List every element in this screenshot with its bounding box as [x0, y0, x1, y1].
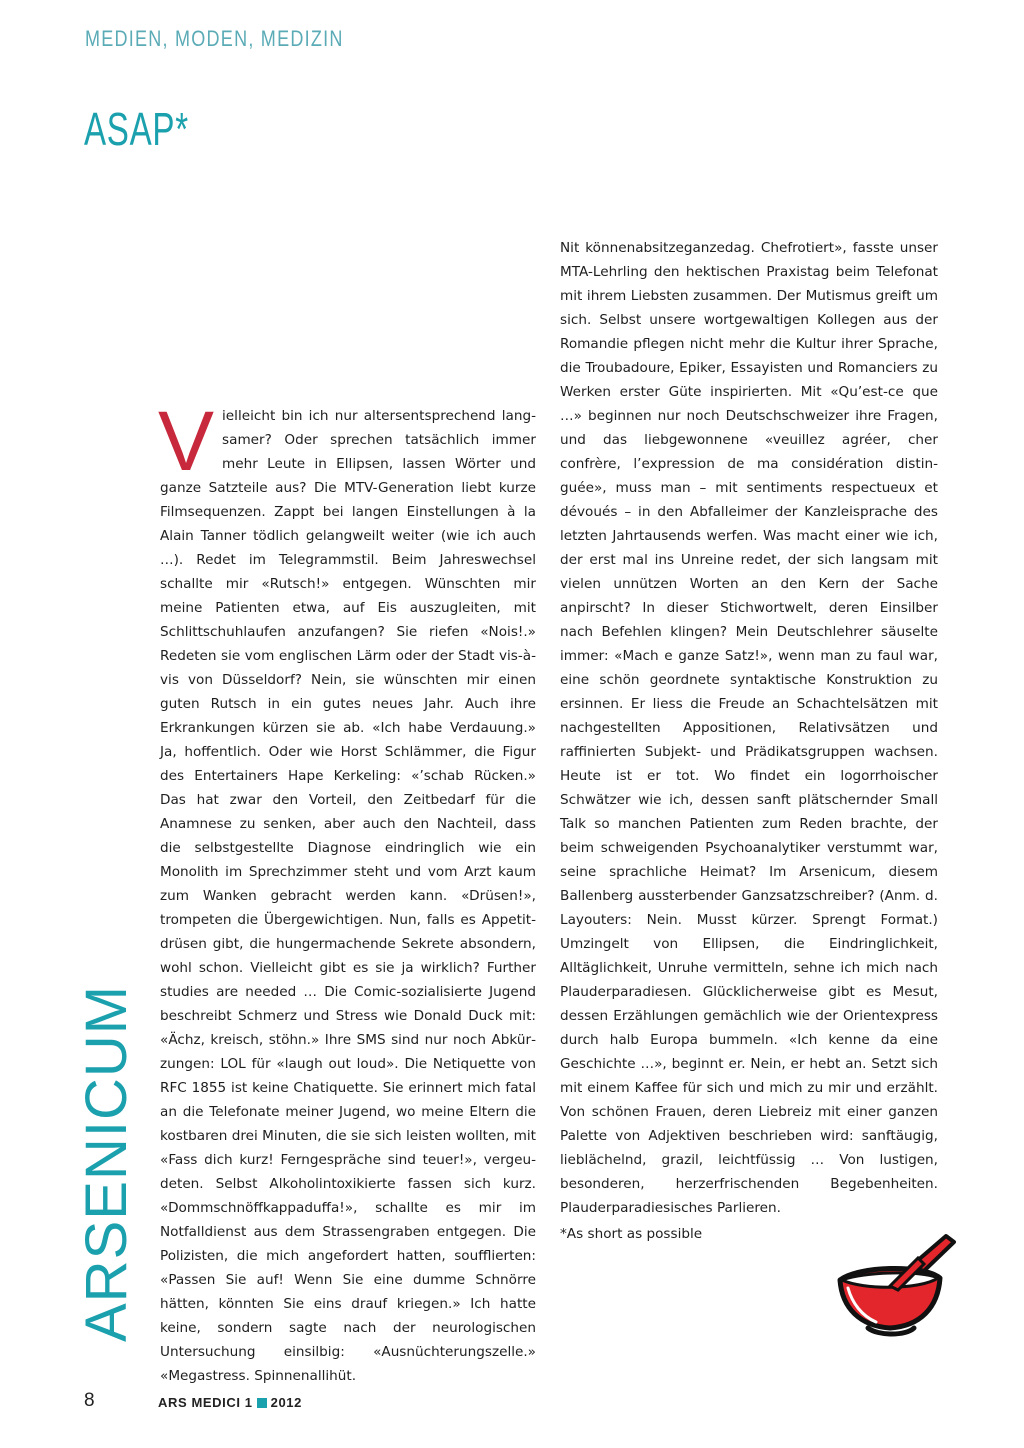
article-text-right: Nit könnenabsitzeganzedag. Chefrotiert», fasste unser MTA-Lehrling den hektischen Praxistag beim Telefonat mit ihrem Liebsten zusammen. Der Mutismus greift um sich. Selbst unsere wortgewaltigen Kollegen aus der Romandie pflegen nicht mehr die Kultur ihrer Sprache, die Troubadoure, Epiker, Essayisten und Romanciers zu Werken erster Güte inspirierten. Mit «Qu’est-ce que …» beginnen nur noch Deutschschweizer ihre Fragen, und das liebgewonnene «veuillez agréer, cher confrère, l’expression de ma considération distinguée», muss man – mit sentiments respectueux et dévoués – in den Abfalleimer der Kanzleisprache des letzten Jahrtausends werfen. Was macht einer wie ich, der erst mal ins Unreine redet, der sich langsam mit vielen unnützen Worten an den Kern der Sache anpirscht? In dieser Stichwortwelt, deren Einsilber nach Befehlen klingen? Mein Deutschlehrer säuselte immer: «Mach e ganze Satz!», wenn man zu faul war, eine schön geordnete syntaktische Konstruktion zu ersinnen. Er liess die Freude an Schachtelsätzen mit nachgestellten Appositionen, Relativsätzen und raffinierten Subjekt- und Prädikatsgruppen wachsen. Heute ist er tot. Wo findet ein logorrhoischer Schwätzer wie ich, dessen sanft plätschernder Small Talk so manchen Patienten zum Reden brachte, der beim schweigenden Psychoanalytiker verstummt war, seine sprachliche Heimat? Im Arsenicum, diesem Ballenberg aussterbender Ganzsatzschreiber? (Anm. d. Layouters: Nein. Musst kürzer. Sprengt Format.) Umzingelt von Ellipsen, die Eindringlichkeit, Alltäglichkeit, Unruhe vermitteln, sehne ich mich nach Plauderparadiesen. Glücklicherweise gibt es Mesut, dessen Erzählungen gemächlich wie der Orientexpress durch halb Europa bummeln. «Ich kenne da eine Geschichte …», beginnt er. Nein, er hebt an. Setzt sich mit einem Kaffee für sich und mich zu mir und erzählt. Von schönen Frauen, deren Liebreiz mit einer ganzen Palette von Adjektiven beschrieben wird: sanftäugig, lieblächelnd, grazil, leichtfüssig … Von lustigen, besonderen, herzerfrischenden Begebenheiten. Plauderparadiesisches Parlieren. — [560, 240, 938, 1216]
journal-year: 2012 — [270, 1395, 302, 1410]
square-separator-icon — [257, 1398, 267, 1408]
mortar-and-pestle-icon — [828, 1228, 958, 1343]
dropcap: V — [158, 394, 215, 488]
article-column-left — [158, 394, 536, 1388]
article-column-right — [560, 236, 938, 1220]
footnote: *As short as possible — [560, 1226, 703, 1242]
section-label: MEDIEN, MODEN, MEDIZIN — [85, 26, 344, 51]
page-number: 8 — [84, 1390, 95, 1411]
journal-footer — [158, 1395, 302, 1410]
vertical-column-label: ARSENICUM — [74, 984, 139, 1342]
article-text-left: ielleicht bin ich nur altersentsprechend langsamer? Oder sprechen tatsächlich immer mehr Leute in Ellipsen, lassen Wörter und ganze Satzteile aus? Die MTV-Generation liebt kurze Filmsequenzen. Zappt bei langen Einstellungen à la Alain Tanner tödlich gelangweilt weiter (wie ich auch …). Redet im Telegrammstil. Beim Jahreswechsel schallte mir «Rutsch!» entgegen. Wünschten mir meine Patienten etwa, auf Eis auszugleiten, mit Schlittschuhlaufen anzufangen? Sie riefen «Nois!.» Redeten sie vom englischen Lärm oder der Stadt vis-à-vis von Düsseldorf? Nein, sie wünschten mir einen guten Rutsch in ein gutes neues Jahr. Auch ihre Erkrankungen kürzen sie ab. «Ich habe Verdauung.» Ja, hoffentlich. Oder wie Horst Schlämmer, die Figur des Entertainers Hape Kerkeling: «’schab Rücken.» Das hat zwar den Vorteil, den Zeitbedarf für die Anamnese zu senken, aber auch den Nachteil, dass die selbstgestellte Diagnose eindringlich wie ein Monolith im Sprechzimmer steht und vom Arzt kaum zum Wanken gebracht werden kann. «Drüsen!», trompeten die Übergewichtigen. Nun, falls es Appetitdrüsen gibt, die hungermachende Sekrete absondern, wohl schon. Vielleicht gibt es sie ja wirklich? Further studies are needed … Die Comic-sozialisierte Jugend beschreibt Schmerz und Stress wie Donald Duck mit: «Ächz, kreisch, stöhn.» Ihre SMS sind nur noch Abkürzungen: LOL für «laugh out loud». Die Netiquette von RFC 1855 ist keine Chatiquette. Sie erinnert mich fatal an die Telefonate meiner Jugend, wo meine Eltern die kostbaren drei Minuten, die sie sich leisten wollten, mit «Fass dich kurz! Ferngespräche sind teuer!», vergeudeten. Selbst Alkoholintoxikierte fassen sich kurz. «Dommschnöffkappaduffa!», schallte es mir im Notfalldienst aus dem Strassengraben entgegen. Die Polizisten, die mich angefordert hatten, soufflierten: «Passen Sie auf! Wenn Sie eine dumme Schnörre hätten, könnten Sie eins drauf kriegen.» Ich hatte keine, sondern sagte nach der neurologischen Untersuchung einsilbig: «Ausnüchterungszelle.» «Megastress. Spinnenallihüt. — [160, 408, 536, 1384]
journal-name: ARS MEDICI 1 — [158, 1395, 253, 1410]
article-title: ASAP* — [84, 103, 189, 155]
